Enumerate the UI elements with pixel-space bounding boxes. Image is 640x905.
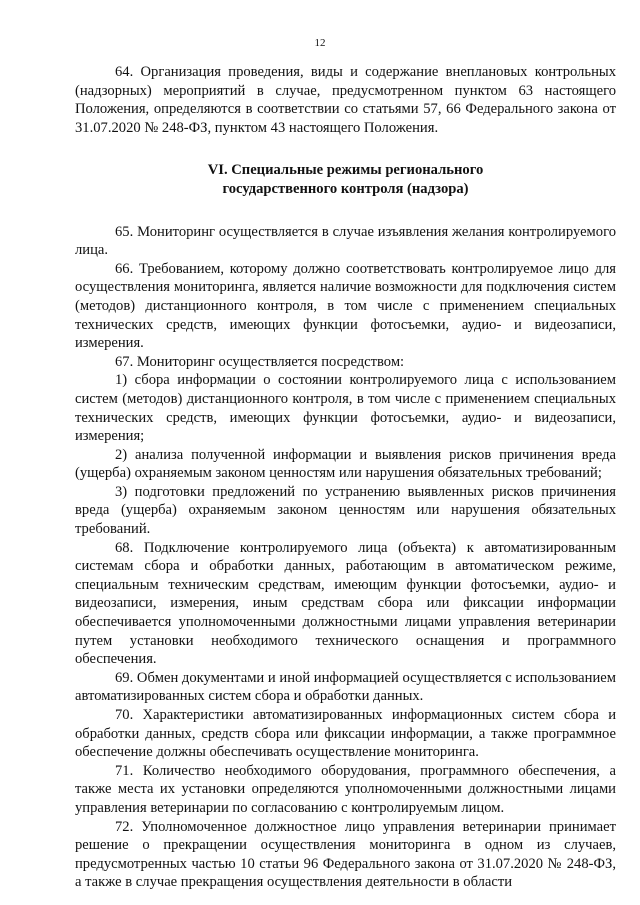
paragraph-66: 66. Требованием, которому должно соответствовать контролируемое лицо для осуществления мониторинга, является наличие возможности для подключения систем (методов) дистанционного контроля, в том числе с применением специальных технических средств, имеющих функции фотосъемки, аудио- и видеозаписи, измерения. xyxy=(75,260,616,352)
paragraph-70: 70. Характеристики автоматизированных информационных систем сбора и обработки данных, средств сбора или фиксации информации, а также программное обеспечение должны обеспечивать осуществление мониторинга. xyxy=(75,707,616,761)
paragraph-67-item-2: 2) анализа полученной информации и выявления рисков причинения вреда (ущерба) охраняемым законом ценностям или нарушения обязательных требований; xyxy=(75,446,616,482)
paragraph-68: 68. Подключение контролируемого лица (объекта) к автоматизированным системам сбора и обработки данных, работающим в автоматическом режиме, специальным техническим средствам, имеющим функции фотосъемки, аудио- и видеозаписи, измерения, иным средствам сбора или фиксации информации обеспечивается уполномоченными должностными лицами управления ветеринарии путем установки необходимого технического оснащения и программного обеспечения. xyxy=(75,539,616,668)
section-title-line-2: государственного контроля (надзора) xyxy=(222,180,469,197)
paragraph-67-item-3: 3) подготовки предложений по устранению выявленных рисков причинения вреда (ущерба) охраняемым законом ценностям или нарушения обязательных требований. xyxy=(75,483,616,538)
paragraph-69: 69. Обмен документами и иной информацией осуществляется с использованием автоматизированных систем сбора и обработки данных. xyxy=(75,669,616,705)
paragraph-65: 65. Мониторинг осуществляется в случае изъявления желания контролируемого лица. xyxy=(75,223,616,259)
document-body xyxy=(75,63,616,892)
page-number: 12 xyxy=(314,37,326,49)
section-title-line-1: VI. Специальные режимы регионального xyxy=(207,162,484,179)
paragraph-72: 72. Уполномоченное должностное лицо управления ветеринарии принимает решение о прекращении осуществления мониторинга в одном из случаев, предусмотренных частью 10 статьи 96 Федерального закона от 31.07.2020 № 248-ФЗ, а также в случае прекращения осуществления деятельности в области xyxy=(75,818,616,891)
paragraph-67-item-1: 1) сбора информации о состоянии контролируемого лица с использованием систем (методов) дистанционного контроля, в том числе с применением специальных технических средств, имеющих функции фотосъемки, аудио- и видеозаписи, измерения; xyxy=(75,372,616,445)
paragraph-64: 64. Организация проведения, виды и содержание внеплановых контрольных (надзорных) мероприятий в случае, предусмотренном пунктом 63 настоящего Положения, определяются в соответствии со статьями 57, 66 Федерального закона от 31.07.2020 № 248-ФЗ, пунктом 43 настоящего Положения. xyxy=(75,64,616,136)
section-heading xyxy=(75,161,616,198)
paragraph-67: 67. Мониторинг осуществляется посредством: xyxy=(115,353,405,370)
paragraph-71: 71. Количество необходимого оборудования, программного обеспечения, а также места их установки определяются уполномоченными должностными лицами управления ветеринарии по согласованию с контролируемым лицом. xyxy=(75,762,616,816)
